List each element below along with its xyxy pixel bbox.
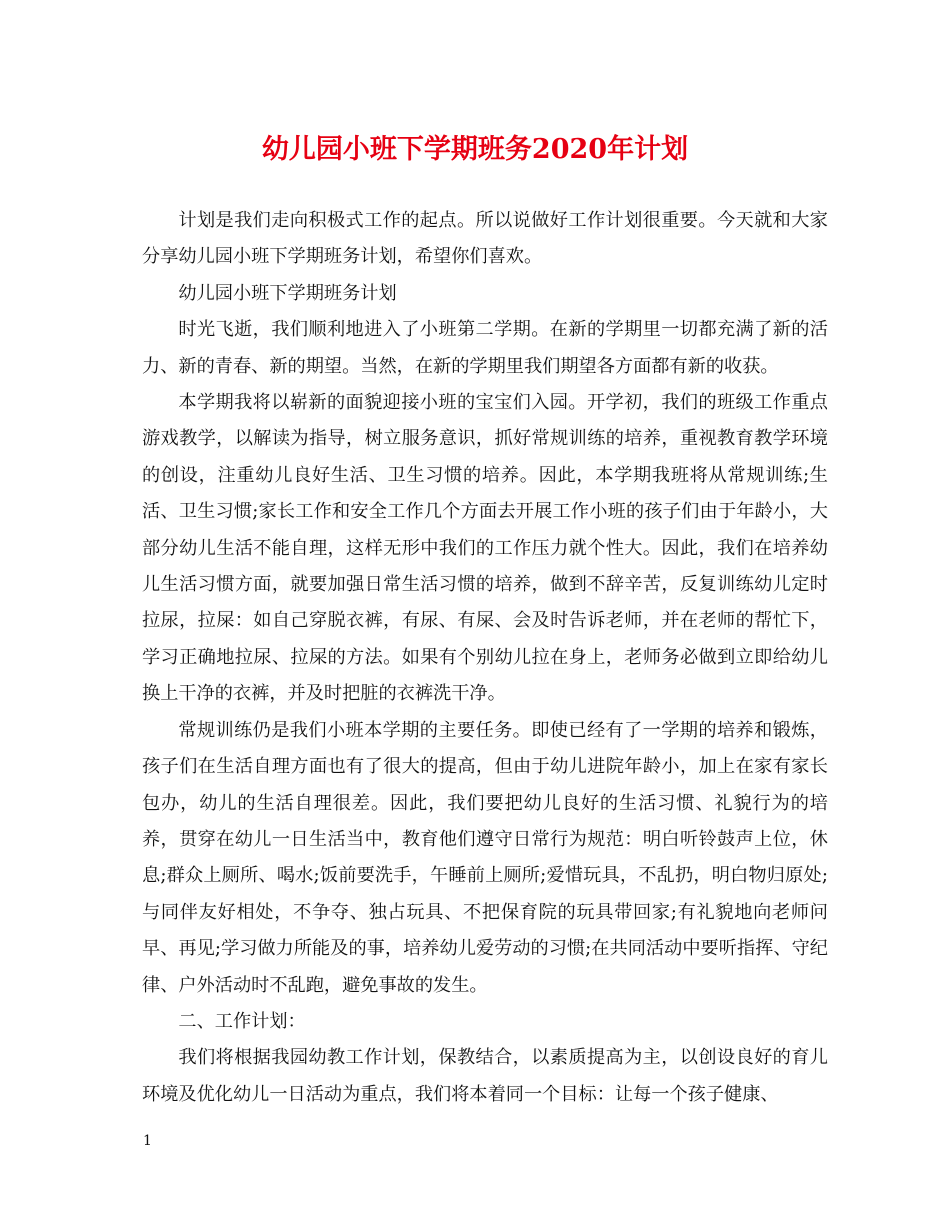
paragraph-subtitle: 幼儿园小班下学期班务计划 [178,282,397,304]
paragraph-routine-training: 常规训练仍是我们小班本学期的主要任务。即使已经有了一学期的培养和锻炼，孩子们在生活自理方面也有了很大的提高，但由于幼儿进院年龄小，加上在家有家长包办，幼儿的生活自理很差。因此，我们要把幼儿良好的生活习惯、礼貌行为的培养，贯穿在幼儿一日生活当中，教育他们遵守日常行为规范：明白听铃鼓声上位，休息;群众上厕所、喝水;饭前要洗手，午睡前上厕所;爱惜玩具，不乱扔，明白物归原处;与同伴友好相处，不争夺、独占玩具、不把保育院的玩具带回家;有礼貌地向老师问早、再见;学习做力所能及的事，培养幼儿爱劳动的习惯;在共同活动中要听指挥、守纪律、户外活动时不乱跑，避免事故的发生。 [142,719,828,996]
document-body [142,203,828,1113]
paragraph-work-plan: 我们将根据我园幼教工作计划，保教结合，以素质提高为主，以创设良好的育儿环境及优化幼儿一日活动为重点，我们将本着同一个目标：让每一个孩子健康、 [142,1047,828,1105]
document-title: 幼儿园小班下学期班务2020年计划 [261,134,689,165]
paragraph-semester-start: 时光飞逝，我们顺利地进入了小班第二学期。在新的学期里一切都充满了新的活力、新的青春、新的期望。当然，在新的学期里我们期望各方面都有新的收获。 [142,319,828,377]
paragraph-intro: 计划是我们走向积极式工作的起点。所以说做好工作计划很重要。今天就和大家分享幼儿园小班下学期班务计划，希望你们喜欢。 [142,210,828,268]
paragraph-section-heading: 二、工作计划： [178,1010,306,1032]
page-number: 1 [143,1133,152,1149]
paragraph-habits: 本学期我将以崭新的面貌迎接小班的宝宝们入园。开学初，我们的班级工作重点游戏教学，以解读为指导，树立服务意识，抓好常规训练的培养，重视教育教学环境的创设，注重幼儿良好生活、卫生习惯的培养。因此，本学期我班将从常规训练;生活、卫生习惯;家长工作和安全工作几个方面去开展工作小班的孩子们由于年龄小，大部分幼儿生活不能自理，这样无形中我们的工作压力就个性大。因此，我们在培养幼儿生活习惯方面，就要加强日常生活习惯的培养，做到不辞辛苦，反复训练幼儿定时拉尿，拉屎：如自己穿脱衣裤，有尿、有屎、会及时告诉老师，并在老师的帮忙下，学习正确地拉尿、拉屎的方法。如果有个别幼儿拉在身上，老师务必做到立即给幼儿换上干净的衣裤，并及时把脏的衣裤洗干净。 [142,392,828,705]
